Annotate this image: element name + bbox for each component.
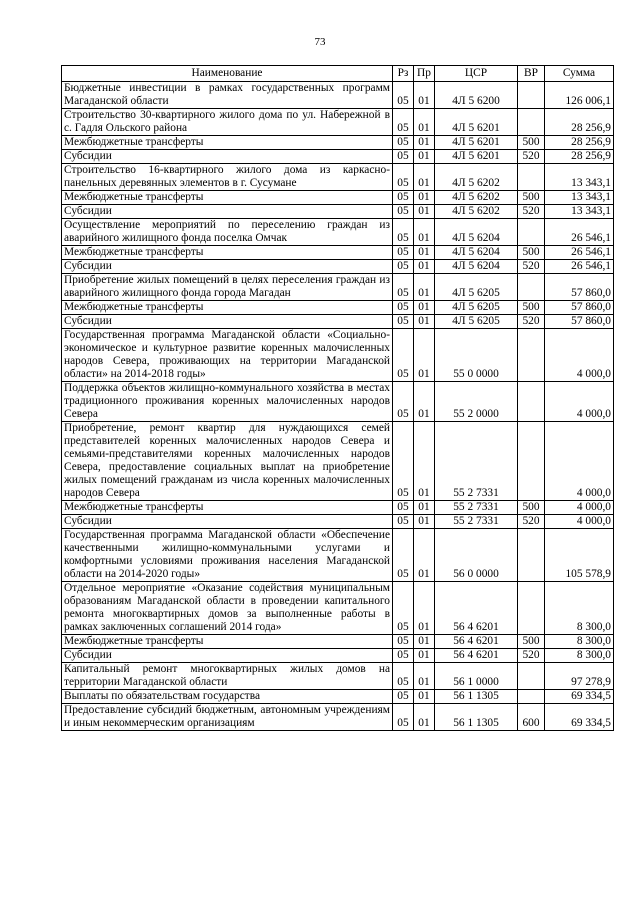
row-pr: 01	[414, 274, 435, 301]
row-sum: 28 256,9	[545, 150, 614, 164]
table-header-row	[62, 66, 614, 82]
row-pr: 01	[414, 582, 435, 635]
row-name: Субсидии	[62, 315, 393, 329]
row-rz: 05	[393, 501, 414, 515]
row-name: Межбюджетные трансферты	[62, 635, 393, 649]
row-sum: 26 546,1	[545, 246, 614, 260]
row-sum: 13 343,1	[545, 191, 614, 205]
row-name: Осуществление мероприятий по переселению граждан из аварийного жилищного фонда поселка Омчак	[62, 219, 393, 246]
row-sum: 97 278,9	[545, 663, 614, 690]
table-row	[62, 329, 614, 382]
row-rz: 05	[393, 109, 414, 136]
row-vr: 520	[518, 205, 545, 219]
table-row	[62, 301, 614, 315]
table-row	[62, 274, 614, 301]
row-rz: 05	[393, 136, 414, 150]
row-rz: 05	[393, 260, 414, 274]
row-name: Приобретение жилых помещений в целях переселения граждан из аварийного жилищного фонда города Магадан	[62, 274, 393, 301]
row-csr: 4Л 5 6200	[435, 82, 518, 109]
row-vr	[518, 164, 545, 191]
row-sum: 57 860,0	[545, 301, 614, 315]
row-rz: 05	[393, 704, 414, 731]
row-sum: 57 860,0	[545, 315, 614, 329]
row-name: Субсидии	[62, 205, 393, 219]
row-name: Поддержка объектов жилищно-коммунального хозяйства в местах традиционного проживания коренных малочисленных народов Севера	[62, 382, 393, 422]
row-sum: 105 578,9	[545, 529, 614, 582]
row-sum: 13 343,1	[545, 164, 614, 191]
row-sum: 26 546,1	[545, 260, 614, 274]
row-pr: 01	[414, 150, 435, 164]
table-row	[62, 315, 614, 329]
row-vr	[518, 274, 545, 301]
row-csr: 4Л 5 6202	[435, 164, 518, 191]
row-sum: 26 546,1	[545, 219, 614, 246]
row-name: Субсидии	[62, 649, 393, 663]
row-pr: 01	[414, 315, 435, 329]
budget-table	[61, 65, 614, 731]
table-row	[62, 150, 614, 164]
row-pr: 01	[414, 663, 435, 690]
row-pr: 01	[414, 205, 435, 219]
row-pr: 01	[414, 109, 435, 136]
row-name: Субсидии	[62, 515, 393, 529]
row-vr	[518, 582, 545, 635]
row-csr: 56 4 6201	[435, 582, 518, 635]
row-rz: 05	[393, 301, 414, 315]
row-csr: 55 2 7331	[435, 515, 518, 529]
row-csr: 4Л 5 6202	[435, 205, 518, 219]
row-vr: 520	[518, 315, 545, 329]
row-pr: 01	[414, 136, 435, 150]
row-rz: 05	[393, 191, 414, 205]
row-vr	[518, 82, 545, 109]
row-pr: 01	[414, 690, 435, 704]
row-csr: 4Л 5 6205	[435, 315, 518, 329]
row-vr	[518, 109, 545, 136]
row-csr: 4Л 5 6201	[435, 136, 518, 150]
row-sum: 28 256,9	[545, 109, 614, 136]
row-csr: 56 1 1305	[435, 690, 518, 704]
header-name: Наименование	[62, 66, 393, 82]
row-vr	[518, 382, 545, 422]
row-rz: 05	[393, 422, 414, 501]
row-name: Государственная программа Магаданской области «Социально-экономическое и культурное развитие коренных малочисленных народов Севера, проживающих на территории Магаданской области» на 2014-2018 годы»	[62, 329, 393, 382]
row-rz: 05	[393, 164, 414, 191]
table-row	[62, 136, 614, 150]
row-csr: 56 4 6201	[435, 635, 518, 649]
row-csr: 4Л 5 6204	[435, 219, 518, 246]
table-row	[62, 260, 614, 274]
table-row	[62, 649, 614, 663]
row-pr: 01	[414, 635, 435, 649]
row-csr: 4Л 5 6201	[435, 109, 518, 136]
page-number: 73	[314, 36, 326, 48]
row-rz: 05	[393, 663, 414, 690]
header-sum: Сумма	[545, 66, 614, 82]
row-sum: 69 334,5	[545, 690, 614, 704]
row-vr: 500	[518, 136, 545, 150]
row-sum: 28 256,9	[545, 136, 614, 150]
row-rz: 05	[393, 205, 414, 219]
row-sum: 57 860,0	[545, 274, 614, 301]
row-vr: 520	[518, 515, 545, 529]
header-vr: ВР	[518, 66, 545, 82]
row-name: Субсидии	[62, 150, 393, 164]
row-pr: 01	[414, 191, 435, 205]
row-pr: 01	[414, 515, 435, 529]
row-pr: 01	[414, 329, 435, 382]
row-rz: 05	[393, 382, 414, 422]
row-name: Капитальный ремонт многоквартирных жилых домов на территории Магаданской области	[62, 663, 393, 690]
table-row	[62, 191, 614, 205]
row-vr: 520	[518, 649, 545, 663]
row-pr: 01	[414, 260, 435, 274]
row-csr: 56 1 0000	[435, 663, 518, 690]
row-pr: 01	[414, 649, 435, 663]
row-csr: 56 1 1305	[435, 704, 518, 731]
row-pr: 01	[414, 246, 435, 260]
row-name: Предоставление субсидий бюджетным, автономным учреждениям и иным некоммерческим организациям	[62, 704, 393, 731]
row-pr: 01	[414, 219, 435, 246]
row-rz: 05	[393, 274, 414, 301]
row-rz: 05	[393, 329, 414, 382]
row-pr: 01	[414, 422, 435, 501]
row-vr	[518, 663, 545, 690]
row-rz: 05	[393, 315, 414, 329]
row-rz: 05	[393, 219, 414, 246]
row-vr: 520	[518, 260, 545, 274]
table-row	[62, 529, 614, 582]
row-name: Приобретение, ремонт квартир для нуждающихся семей представителей коренных малочисленных народов Севера и семьями-представителями коренных малочисленных народов Севера, предоставление социальных выплат на приобретение жилых помещений гражданам из числа коренных малочисленных народов Севера	[62, 422, 393, 501]
table-body	[62, 82, 614, 731]
row-sum: 4 000,0	[545, 515, 614, 529]
row-sum: 8 300,0	[545, 649, 614, 663]
table-row	[62, 219, 614, 246]
row-vr: 500	[518, 501, 545, 515]
row-name: Межбюджетные трансферты	[62, 246, 393, 260]
row-rz: 05	[393, 246, 414, 260]
row-sum: 13 343,1	[545, 205, 614, 219]
header-csr: ЦСР	[435, 66, 518, 82]
row-pr: 01	[414, 529, 435, 582]
row-pr: 01	[414, 382, 435, 422]
row-name: Строительство 30-квартирного жилого дома по ул. Набережной в с. Гадля Ольского района	[62, 109, 393, 136]
row-csr: 56 0 0000	[435, 529, 518, 582]
table-row	[62, 422, 614, 501]
table-row	[62, 109, 614, 136]
row-vr: 600	[518, 704, 545, 731]
table-row	[62, 205, 614, 219]
row-name: Выплаты по обязательствам государства	[62, 690, 393, 704]
row-vr	[518, 529, 545, 582]
table-row	[62, 246, 614, 260]
table-row	[62, 82, 614, 109]
table-row	[62, 582, 614, 635]
row-rz: 05	[393, 515, 414, 529]
row-sum: 4 000,0	[545, 329, 614, 382]
table-row	[62, 501, 614, 515]
row-pr: 01	[414, 82, 435, 109]
row-name: Межбюджетные трансферты	[62, 191, 393, 205]
row-sum: 126 006,1	[545, 82, 614, 109]
row-sum: 69 334,5	[545, 704, 614, 731]
row-rz: 05	[393, 582, 414, 635]
row-vr: 500	[518, 635, 545, 649]
row-rz: 05	[393, 150, 414, 164]
row-sum: 4 000,0	[545, 422, 614, 501]
row-name: Государственная программа Магаданской области «Обеспечение качественными жилищно-коммунальными услугами и комфортными условиями проживания населения Магаданской области на 2014-2020 годы»	[62, 529, 393, 582]
row-csr: 4Л 5 6201	[435, 150, 518, 164]
row-vr: 500	[518, 191, 545, 205]
row-pr: 01	[414, 164, 435, 191]
table-row	[62, 635, 614, 649]
row-csr: 4Л 5 6205	[435, 274, 518, 301]
row-name: Субсидии	[62, 260, 393, 274]
row-vr	[518, 690, 545, 704]
row-csr: 4Л 5 6204	[435, 260, 518, 274]
row-vr	[518, 422, 545, 501]
table-row	[62, 690, 614, 704]
table-row	[62, 382, 614, 422]
row-name: Отдельное мероприятие «Оказание содействия муниципальным образованиям Магаданской области в проведении капитального ремонта многоквартирных домов за выполненные работы в рамках заключенных соглашений 2014 года»	[62, 582, 393, 635]
row-sum: 8 300,0	[545, 635, 614, 649]
row-pr: 01	[414, 301, 435, 315]
row-rz: 05	[393, 649, 414, 663]
table-row	[62, 663, 614, 690]
row-sum: 4 000,0	[545, 382, 614, 422]
row-rz: 05	[393, 690, 414, 704]
row-name: Строительство 16-квартирного жилого дома из каркасно-панельных деревянных элементов в г. Сусумане	[62, 164, 393, 191]
row-vr: 500	[518, 301, 545, 315]
row-csr: 4Л 5 6202	[435, 191, 518, 205]
row-name: Межбюджетные трансферты	[62, 301, 393, 315]
table-row	[62, 164, 614, 191]
header-rz: Рз	[393, 66, 414, 82]
row-vr	[518, 329, 545, 382]
row-vr	[518, 219, 545, 246]
row-name: Межбюджетные трансферты	[62, 136, 393, 150]
row-name: Межбюджетные трансферты	[62, 501, 393, 515]
table-row	[62, 704, 614, 731]
row-rz: 05	[393, 635, 414, 649]
row-csr: 55 2 0000	[435, 382, 518, 422]
row-csr: 4Л 5 6204	[435, 246, 518, 260]
row-csr: 55 2 7331	[435, 422, 518, 501]
row-vr: 500	[518, 246, 545, 260]
table-row	[62, 515, 614, 529]
row-name: Бюджетные инвестиции в рамках государственных программ Магаданской области	[62, 82, 393, 109]
row-sum: 8 300,0	[545, 582, 614, 635]
row-csr: 4Л 5 6205	[435, 301, 518, 315]
row-pr: 01	[414, 501, 435, 515]
row-csr: 55 2 7331	[435, 501, 518, 515]
row-rz: 05	[393, 529, 414, 582]
row-csr: 56 4 6201	[435, 649, 518, 663]
row-rz: 05	[393, 82, 414, 109]
row-pr: 01	[414, 704, 435, 731]
header-pr: Пр	[414, 66, 435, 82]
row-csr: 55 0 0000	[435, 329, 518, 382]
row-vr: 520	[518, 150, 545, 164]
row-sum: 4 000,0	[545, 501, 614, 515]
